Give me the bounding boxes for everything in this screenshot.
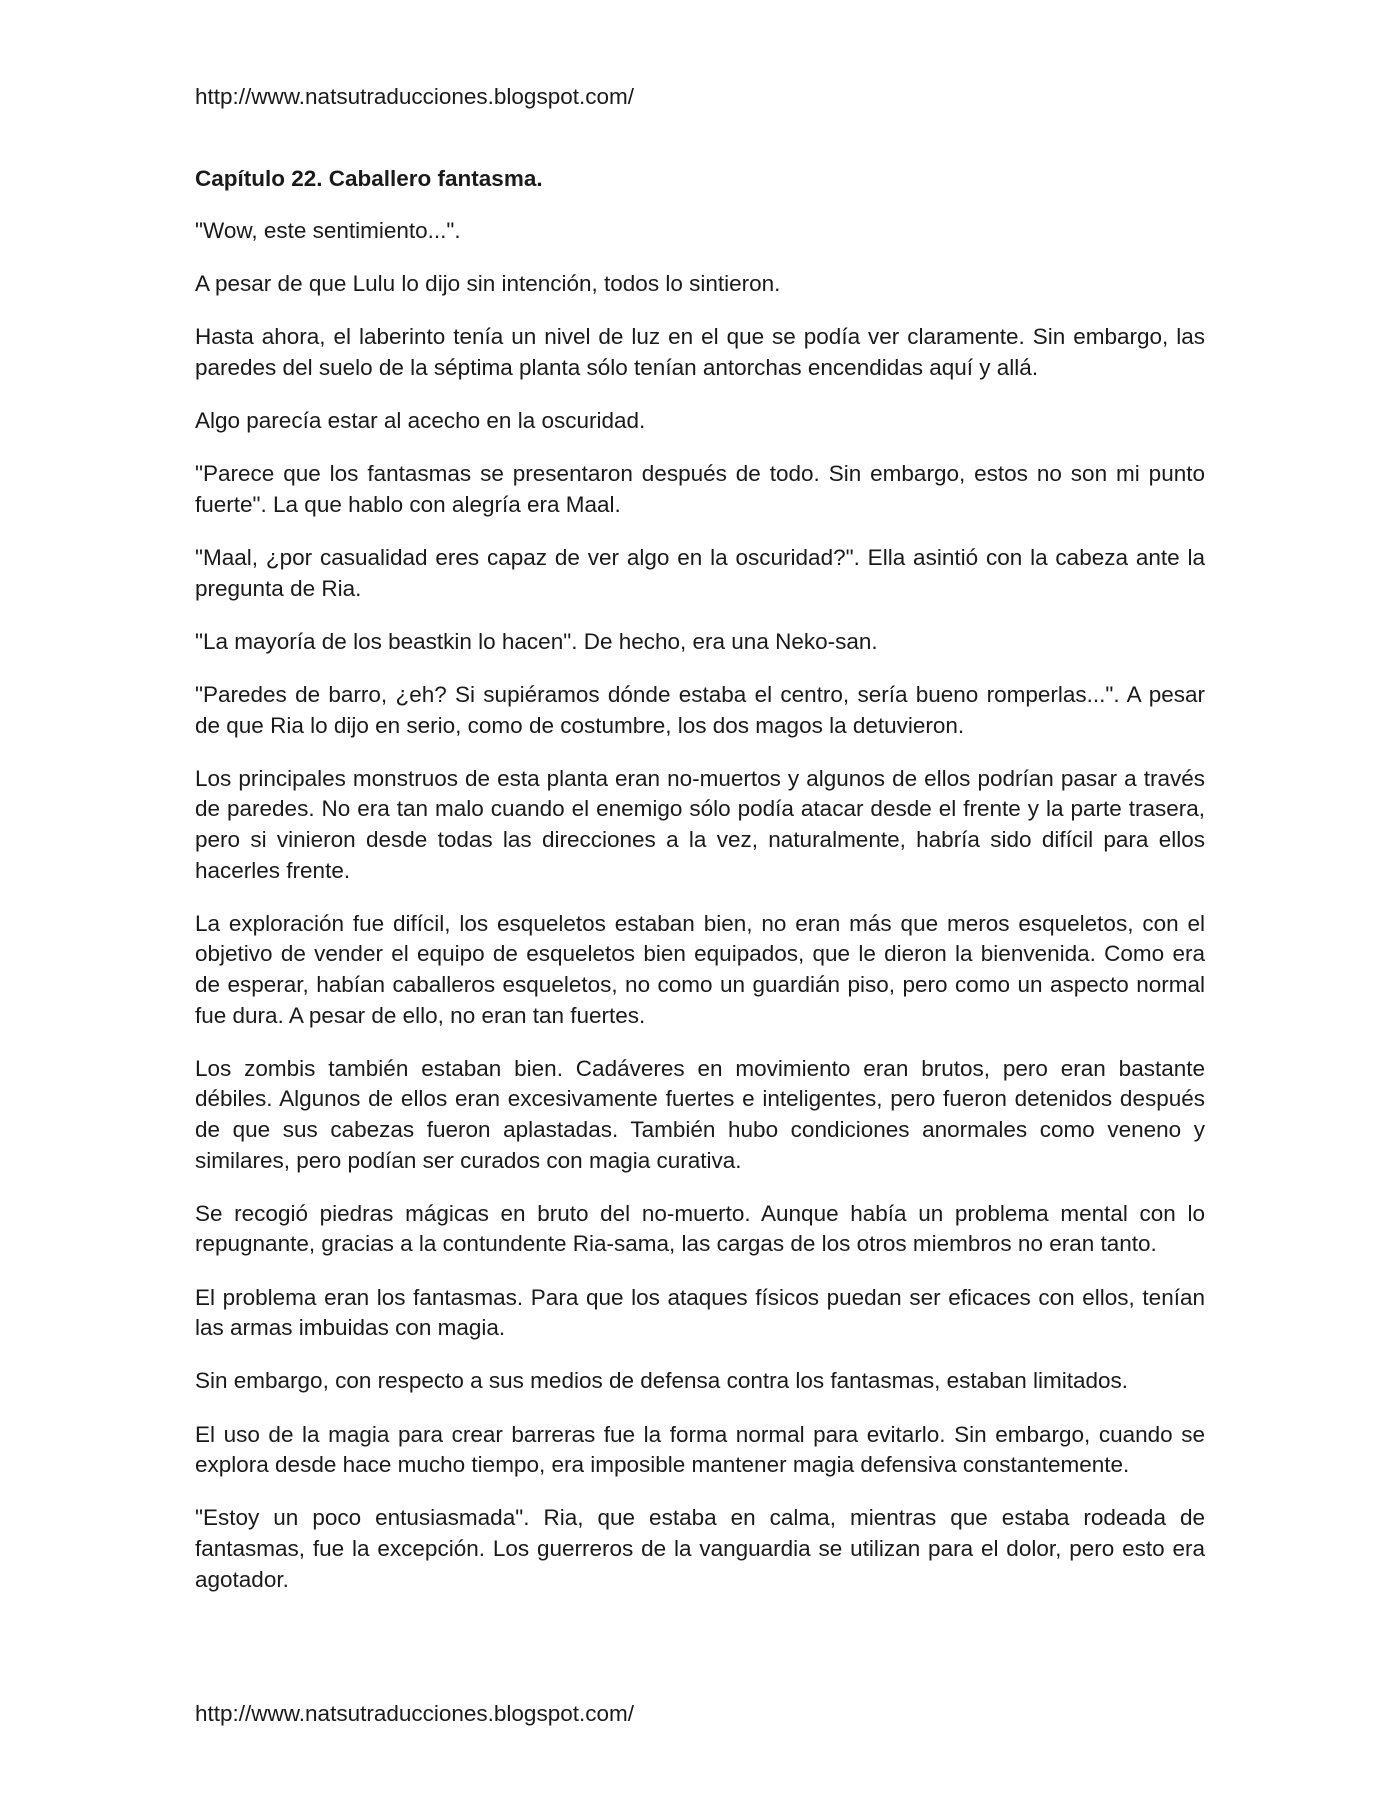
paragraph: "Wow, este sentimiento...".	[195, 218, 461, 243]
paragraph: "La mayoría de los beastkin lo hacen". De hecho, era una Neko-san.	[195, 628, 878, 654]
paragraph: Sin embargo, con respecto a sus medios de defensa contra los fantasmas, estaban limitados.	[195, 1368, 1129, 1394]
paragraph: A pesar de que Lulu lo dijo sin intención, todos lo sintieron.	[195, 271, 781, 297]
header-url: http://www.natsutraducciones.blogspot.com/	[195, 84, 634, 109]
paragraph: El problema eran los fantasmas. Para que los ataques físicos puedan ser eficaces con ellos, tenían las armas imbuidas con magia.	[195, 1284, 1205, 1341]
chapter-title: Capítulo 22. Caballero fantasma.	[195, 166, 543, 191]
paragraph: Los principales monstruos de esta planta eran no-muertos y algunos de ellos podrían pasar a través de paredes. No era tan malo cuando el enemigo sólo podía atacar desde el frente y la parte trasera, pero si vinieron desde todas las direcciones a la vez, naturalmente, habría sido difícil para ellos hacerles frente.	[195, 765, 1205, 883]
document-body	[195, 164, 1205, 1618]
paragraph: La exploración fue difícil, los esqueletos estaban bien, no eran más que meros esqueletos, con el objetivo de vender el equipo de esqueletos bien equipados, que le dieron la bienvenida. Como era de esperar, habían caballeros esqueletos, no como un guardián piso, pero como un aspecto normal fue dura. A pesar de ello, no eran tan fuertes.	[195, 910, 1205, 1028]
footer-url: http://www.natsutraducciones.blogspot.com/	[195, 1701, 634, 1726]
paragraph: "Maal, ¿por casualidad eres capaz de ver algo en la oscuridad?". Ella asintió con la cabeza ante la pregunta de Ria.	[195, 545, 1205, 601]
paragraph: "Parece que los fantasmas se presentaron después de todo. Sin embargo, estos no son mi punto fuerte". La que hablo con alegría era Maal.	[195, 461, 1205, 517]
paragraph: "Estoy un poco entusiasmada". Ria, que estaba en calma, mientras que estaba rodeada de fantasmas, fue la excepción. Los guerreros de la vanguardia se utilizan para el dolor, pero esto era agotador.	[195, 1505, 1205, 1592]
paragraph: Los zombis también estaban bien. Cadáveres en movimiento eran brutos, pero eran bastante débiles. Algunos de ellos eran excesivamente fuertes e inteligentes, pero fueron detenidos después de que sus cabezas fueron aplastadas. También hubo condiciones anormales como veneno y similares, pero podían ser curados con magia curativa.	[195, 1055, 1205, 1173]
paragraph: Hasta ahora, el laberinto tenía un nivel de luz en el que se podía ver claramente. Sin embargo, las paredes del suelo de la séptima planta sólo tenían antorchas encendidas aquí y allá.	[195, 324, 1205, 380]
paragraph: Se recogió piedras mágicas en bruto del no-muerto. Aunque había un problema mental con lo repugnante, gracias a la contundente Ria-sama, las cargas de los otros miembros no eran tanto.	[195, 1200, 1205, 1257]
paragraph: Algo parecía estar al acecho en la oscuridad.	[195, 408, 646, 434]
paragraph: El uso de la magia para crear barreras fue la forma normal para evitarlo. Sin embargo, cuando se explora desde hace mucho tiempo, era imposible mantener magia defensiva constantemente.	[195, 1421, 1205, 1478]
paragraph: "Paredes de barro, ¿eh? Si supiéramos dónde estaba el centro, sería bueno romperlas...". A pesar de que Ria lo dijo en serio, como de costumbre, los dos magos la detuvieron.	[195, 682, 1205, 738]
